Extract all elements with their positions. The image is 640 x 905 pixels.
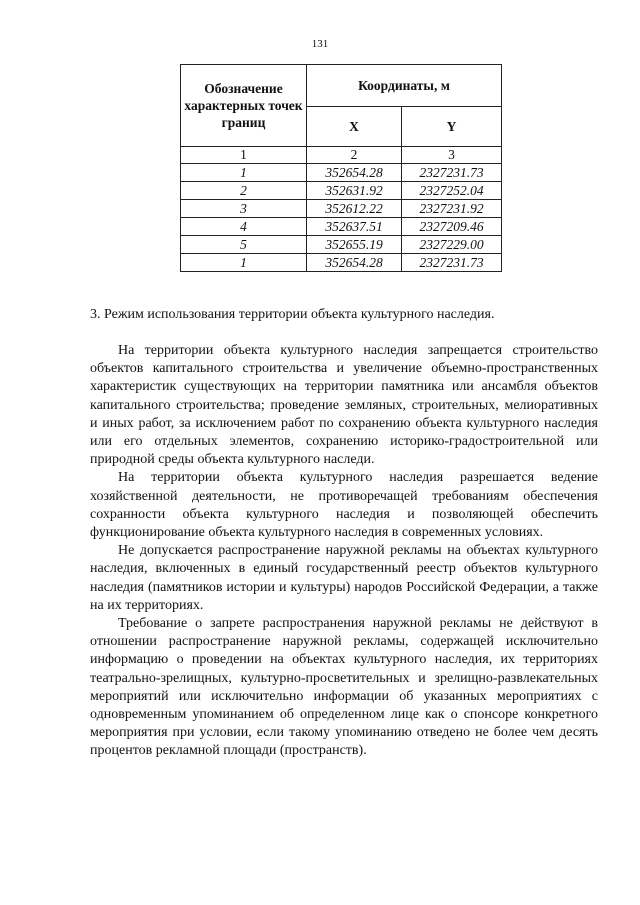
section-heading: 3. Режим использования территории объекта культурного наследия. [90,307,495,322]
paragraph-prohibitions: На территории объекта культурного наследия запрещается строительство объектов капитального строительства и увеличение объемно-пространственных характеристик существующих на территории памятника или ансамбля объектов капитального строительства; проведение земляных, строительных, мелиоративных и иных работ, за исключением работ по сохранению объекта культурного наследия или его отдельных элементов, сохранению историко-градостроительной или природной среды объекта культурного наследи. [90,343,598,468]
point-id: 2 [181,182,307,200]
paragraph-permitted-activity: На территории объекта культурного наследия разрешается ведение хозяйственной деятельности, не противоречащей требованиям обеспечения сохранности объекта культурного наследия и позволяющей обеспечить функционирование объекта культурного наследия в современных условиях. [90,470,598,541]
x-value: 352631.92 [307,182,402,200]
table-row [181,236,502,254]
point-id: 3 [181,200,307,218]
x-value: 352654.28 [307,254,402,272]
table-row [181,164,502,182]
y-value: 2327209.46 [402,218,502,236]
page-number: 131 [311,38,329,50]
paragraph-advertising-exception: Требование о запрете распространения наружной рекламы не действуют в отношении распространение наружной рекламы, содержащей исключительно информацию о проведении на объектах культурного наследия, их территориях театрально-зрелищных, культурно-просветительных и зрелищно-развлекательных мероприятий или исключительно информации об указанных мероприятиях с одновременным упоминанием об определенном лице как о спонсоре конкретного мероприятия при условии, если такому упоминанию отведено не более чем десять процентов рекламной площади (пространств). [90,616,598,759]
y-value: 2327231.73 [402,254,502,272]
x-value: 352655.19 [307,236,402,254]
point-id: 1 [181,164,307,182]
x-value: 352654.28 [307,164,402,182]
header-point-designation: Обозначение характерных точек границ [181,65,307,147]
table-row [181,182,502,200]
column-number: 1 [181,147,307,164]
x-value: 352637.51 [307,218,402,236]
table-row [181,218,502,236]
point-id: 5 [181,236,307,254]
paragraph-advertising-ban: Не допускается распространение наружной рекламы на объектах культурного наследия, включенных в единый государственный реестр объектов культурного наследия (памятников истории и культуры) народов Российской Федерации, а также на их территориях. [90,543,598,613]
column-number: 3 [402,147,502,164]
y-value: 2327252.04 [402,182,502,200]
header-coordinates: Координаты, м [307,65,502,107]
y-value: 2327231.73 [402,164,502,182]
point-id: 4 [181,218,307,236]
coordinates-table [180,64,502,272]
point-id: 1 [181,254,307,272]
y-value: 2327231.92 [402,200,502,218]
x-value: 352612.22 [307,200,402,218]
header-x: X [307,107,402,147]
table-row [181,254,502,272]
section-body [90,342,598,761]
y-value: 2327229.00 [402,236,502,254]
column-number: 2 [307,147,402,164]
table-row [181,200,502,218]
column-numbering-row [181,147,502,164]
header-y: Y [402,107,502,147]
